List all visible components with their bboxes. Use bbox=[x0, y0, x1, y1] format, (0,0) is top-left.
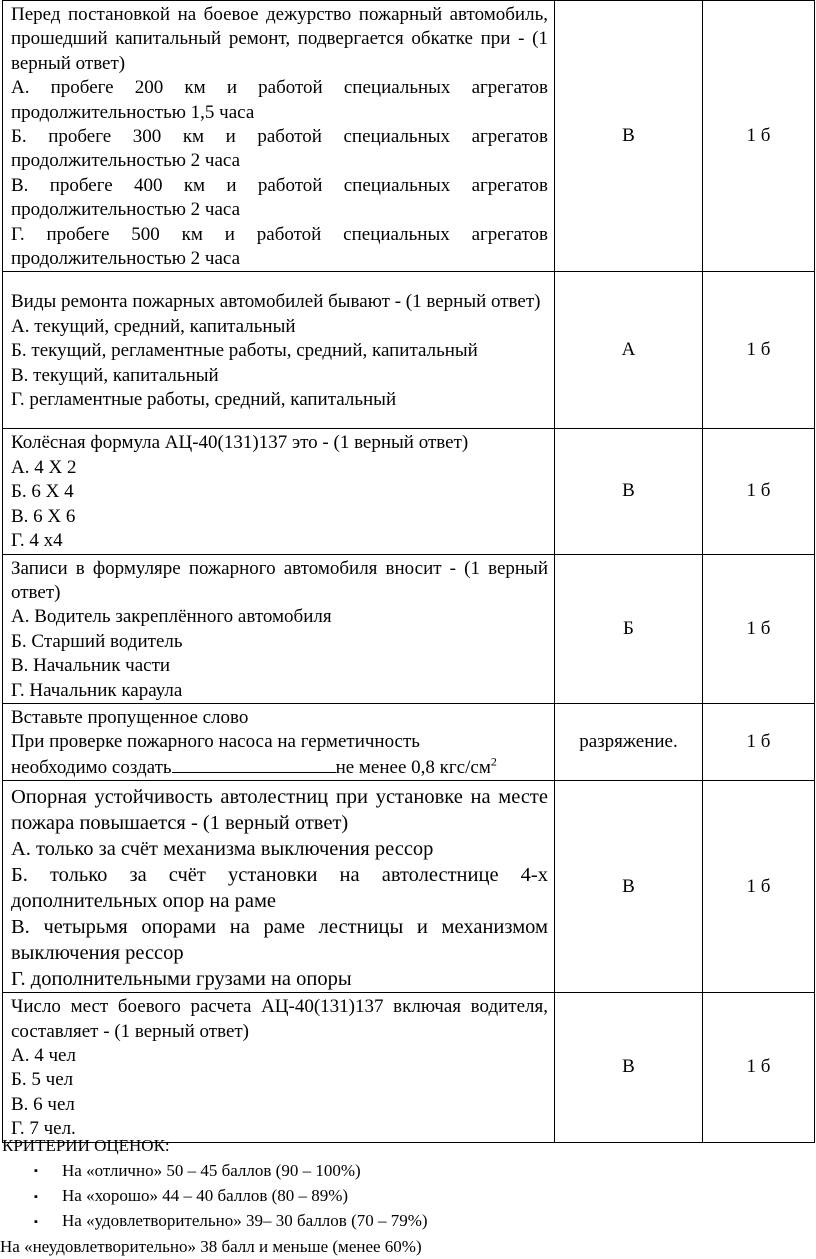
option-b: Б. Старший водитель bbox=[11, 630, 183, 652]
option-a: А. 4 Х 2 bbox=[11, 456, 77, 478]
answer-cell: Б bbox=[555, 554, 703, 703]
question-stem: Перед постановкой на боевое дежурство пожарный автомобиль, прошедший капитальный ремонт, подвергается обкатке при - (1 верный ответ) bbox=[11, 4, 548, 74]
option-a: А. только за счёт механизма выключения рессор bbox=[11, 837, 434, 860]
criteria-item-text: На «хорошо» 44 – 40 баллов (80 – 89%) bbox=[62, 1185, 349, 1205]
question-cell bbox=[3, 554, 555, 703]
question-row bbox=[3, 781, 815, 993]
points-cell: 1 б bbox=[703, 429, 815, 554]
points-cell: 1 б bbox=[703, 703, 815, 780]
question-cell bbox=[3, 1, 555, 272]
question-stem: Вставьте пропущенное слово bbox=[11, 706, 249, 728]
fill-in-line-2 bbox=[11, 755, 548, 780]
option-d: Г. дополнительными грузами на опоры bbox=[11, 967, 352, 990]
question-stem: Число мест боевого расчета АЦ-40(131)137 включая водителя, составляет - (1 верный ответ) bbox=[11, 996, 548, 1042]
option-a: А. Водитель закреплённого автомобиля bbox=[11, 606, 332, 628]
answer-cell: В bbox=[555, 429, 703, 554]
fill-in-before: необходимо создать bbox=[11, 756, 172, 778]
option-c: В. 6 Х 6 bbox=[11, 505, 76, 527]
option-a: А. текущий, средний, капитальный bbox=[11, 315, 296, 337]
blank-line bbox=[172, 755, 336, 773]
question-row bbox=[3, 554, 815, 703]
question-stem: Записи в формуляре пожарного автомобиля вносит - (1 верный ответ) bbox=[11, 557, 548, 603]
question-stem: Колёсная формула АЦ-40(131)137 это - (1 верный ответ) bbox=[11, 432, 469, 454]
answer-cell: А bbox=[555, 272, 703, 429]
superscript: 2 bbox=[490, 754, 497, 769]
points-cell: 1 б bbox=[703, 993, 815, 1142]
criteria-item bbox=[0, 1184, 816, 1209]
option-c: В. Начальник части bbox=[11, 655, 171, 677]
option-c: В. пробеге 400 км и работой специальных агрегатов продолжительностью 2 часа bbox=[11, 174, 548, 221]
option-b: Б. пробеге 300 км и работой специальных агрегатов продолжительностью 2 часа bbox=[11, 126, 548, 172]
option-b: Б. текущий, регламентные работы, средний, капитальный bbox=[11, 340, 478, 362]
answer-cell: разряжение. bbox=[555, 703, 703, 780]
question-cell bbox=[3, 993, 555, 1142]
criteria-title: КРИТЕРИИ ОЦЕНОК: bbox=[2, 1136, 170, 1155]
option-a: А. пробеге 200 км и работой специальных агрегатов продолжительностью 1,5 часа bbox=[11, 77, 548, 123]
question-cell bbox=[3, 703, 555, 780]
question-row bbox=[3, 703, 815, 780]
points-cell: 1 б bbox=[703, 1, 815, 272]
points-cell: 1 б bbox=[703, 781, 815, 993]
option-b: Б. 6 Х 4 bbox=[11, 481, 74, 503]
option-d: Г. 7 чел. bbox=[11, 1118, 76, 1140]
bullet-icon: ▪ bbox=[34, 1165, 38, 1178]
question-cell bbox=[3, 272, 555, 429]
question-stem: Опорная устойчивость автолестниц при установке на месте пожара повышается - (1 верный ответ) bbox=[11, 785, 548, 834]
criteria-item-text: На «отлично» 50 – 45 баллов (90 – 100%) bbox=[62, 1160, 361, 1180]
option-c: В. текущий, капитальный bbox=[11, 364, 219, 386]
questions-table bbox=[2, 0, 815, 1143]
question-row bbox=[3, 272, 815, 429]
question-row bbox=[3, 1, 815, 272]
answer-cell: В bbox=[555, 781, 703, 993]
option-a: А. 4 чел bbox=[11, 1044, 76, 1066]
option-d: Г. Начальник караула bbox=[11, 679, 183, 701]
question-row bbox=[3, 993, 815, 1142]
bullet-icon: ▪ bbox=[34, 1216, 38, 1229]
fill-in-line-1: При проверке пожарного насоса на герметичность bbox=[11, 731, 420, 753]
criteria-item-text: На «удовлетворительно» 39– 30 баллов (70 – 79%) bbox=[62, 1211, 428, 1231]
option-c: В. 6 чел bbox=[11, 1093, 75, 1115]
criteria-item bbox=[0, 1159, 816, 1184]
bullet-icon: ▪ bbox=[34, 1190, 38, 1203]
criteria-item bbox=[0, 1209, 816, 1234]
answer-cell: В bbox=[555, 993, 703, 1142]
option-d: Г. 4 х4 bbox=[11, 530, 63, 552]
question-cell bbox=[3, 781, 555, 993]
grading-criteria bbox=[0, 1134, 816, 1259]
option-b: Б. 5 чел bbox=[11, 1069, 74, 1091]
points-cell: 1 б bbox=[703, 554, 815, 703]
option-d: Г. пробеге 500 км и работой специальных агрегатов продолжительностью 2 часа bbox=[11, 223, 548, 270]
answer-cell: В bbox=[555, 1, 703, 272]
question-cell bbox=[3, 429, 555, 554]
question-row bbox=[3, 429, 815, 554]
option-c: В. четырьмя опорами на раме лестницы и механизмом выключения рессор bbox=[11, 915, 548, 964]
question-stem: Виды ремонта пожарных автомобилей бывают - (1 верный ответ) bbox=[11, 291, 541, 313]
fill-in-after: не менее 0,8 кгс/см bbox=[335, 756, 491, 778]
option-b: Б. только за счёт установки на автолестнице 4-х дополнительных опор на раме bbox=[11, 863, 548, 912]
points-cell: 1 б bbox=[703, 272, 815, 429]
option-d: Г. регламентные работы, средний, капитальный bbox=[11, 389, 397, 411]
criteria-last-line: На «неудовлетворительно» 38 балл и меньше (менее 60%) bbox=[0, 1236, 422, 1256]
